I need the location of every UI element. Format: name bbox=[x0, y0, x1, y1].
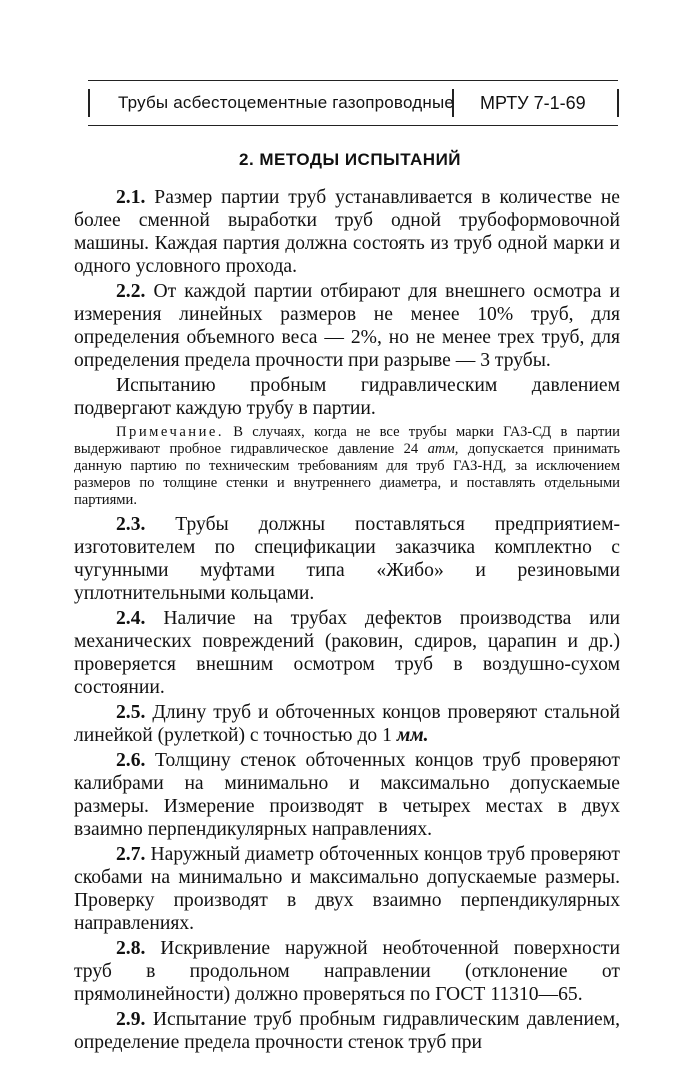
paragraph-testing bbox=[74, 374, 620, 420]
paragraph-2-7 bbox=[74, 843, 620, 935]
paragraph-number: 2.2. bbox=[116, 281, 146, 302]
note-paragraph bbox=[74, 424, 620, 509]
paragraph-number: 2.3. bbox=[116, 514, 146, 535]
paragraph-number: 2.8. bbox=[116, 938, 146, 959]
paragraph-number: 2.7. bbox=[116, 844, 146, 865]
section-title: 2. МЕТОДЫ ИСПЫТАНИЙ bbox=[239, 150, 461, 169]
body-text bbox=[74, 186, 620, 1054]
header-document-title: Трубы асбестоцементные газопроводные bbox=[118, 93, 455, 112]
paragraph-2-8 bbox=[74, 937, 620, 1006]
paragraph-text: Наружный диаметр обточенных концов труб проверяют скобами на минимально и максимально допускаемые размеры. Проверку производят в двух взаимно перпендикулярных направлениях. bbox=[74, 844, 620, 934]
paragraph-2-3 bbox=[74, 513, 620, 605]
paragraph-text: Испытание труб пробным гидравлическим давлением, определение предела прочности стенок труб при bbox=[74, 1009, 620, 1053]
paragraph-2-5 bbox=[74, 701, 620, 747]
paragraph-text: Трубы должны поставляться предприятием-изготовителем по спецификации заказчика комплектно с чугунными муфтами типа «Жибо» и резиновыми уплотнительными кольцами. bbox=[74, 514, 620, 604]
note-text-cont: допускается принимать данную партию по техническим требованиям для труб ГАЗ-НД, за исключением размеров по толщине стенки и внутреннего диаметра, и поставлять отдельными партиями. bbox=[74, 441, 620, 508]
paragraph-number: 2.5. bbox=[116, 702, 146, 723]
paragraph-text: Наличие на трубах дефектов производства или механических повреждений (раковин, сдиров, царапин и др.) проверяется внешним осмотром труб в воздушно-сухом состоянии. bbox=[74, 608, 620, 698]
paragraph-number: 2.9. bbox=[116, 1009, 146, 1030]
paragraph-text: Размер партии труб устанавливается в количестве не более сменной выработки труб одной трубоформовочной машины. Каждая партия должна состоять из труб одной марки и одного условного прохода. bbox=[74, 187, 620, 277]
note-label: Примечание. bbox=[116, 424, 225, 440]
paragraph-unit: мм. bbox=[396, 725, 429, 746]
note-text: В случаях, когда не все трубы марки ГАЗ-СД в партии выдерживают пробное гидравлическое давление 24 bbox=[74, 424, 620, 457]
paragraph-text: Длину труб и обточенных концов проверяют стальной линейкой (рулеткой) с точностью до 1 bbox=[74, 702, 620, 746]
header-left-rule bbox=[88, 89, 90, 117]
paragraph-text: Искривление наружной необточенной поверхности труб в продольном направлении (отклонение от прямолинейности) должно проверяться по ГОСТ 11310—65. bbox=[74, 938, 620, 1005]
paragraph-text: Испытанию пробным гидравлическим давлением подвергают каждую трубу в партии. bbox=[74, 375, 620, 419]
paragraph-number: 2.1. bbox=[116, 187, 146, 208]
paragraph-text: От каждой партии отбирают для внешнего осмотра и измерения линейных размеров не менее 10% труб, для определения объемного веса — 2%, но не менее трех труб, для определения предела прочности при разрыве — 3 трубы. bbox=[74, 281, 620, 371]
paragraph-number: 2.4. bbox=[116, 608, 146, 629]
paragraph-number: 2.6. bbox=[116, 750, 146, 771]
header-right-rule bbox=[617, 89, 619, 117]
paragraph-2-4 bbox=[74, 607, 620, 699]
page-header bbox=[88, 80, 618, 126]
paragraph-2-1 bbox=[74, 186, 620, 278]
paragraph-2-9 bbox=[74, 1008, 620, 1054]
header-standard-code: МРТУ 7-1-69 bbox=[480, 93, 586, 113]
paragraph-2-2 bbox=[74, 280, 620, 372]
paragraph-2-6 bbox=[74, 749, 620, 841]
note-unit: атм, bbox=[427, 441, 459, 457]
paragraph-text: Толщину стенок обточенных концов труб проверяют калибрами на минимально и максимально допускаемые размеры. Измерение производят в четырех местах в двух взаимно перпендикулярных направлениях. bbox=[74, 750, 620, 840]
